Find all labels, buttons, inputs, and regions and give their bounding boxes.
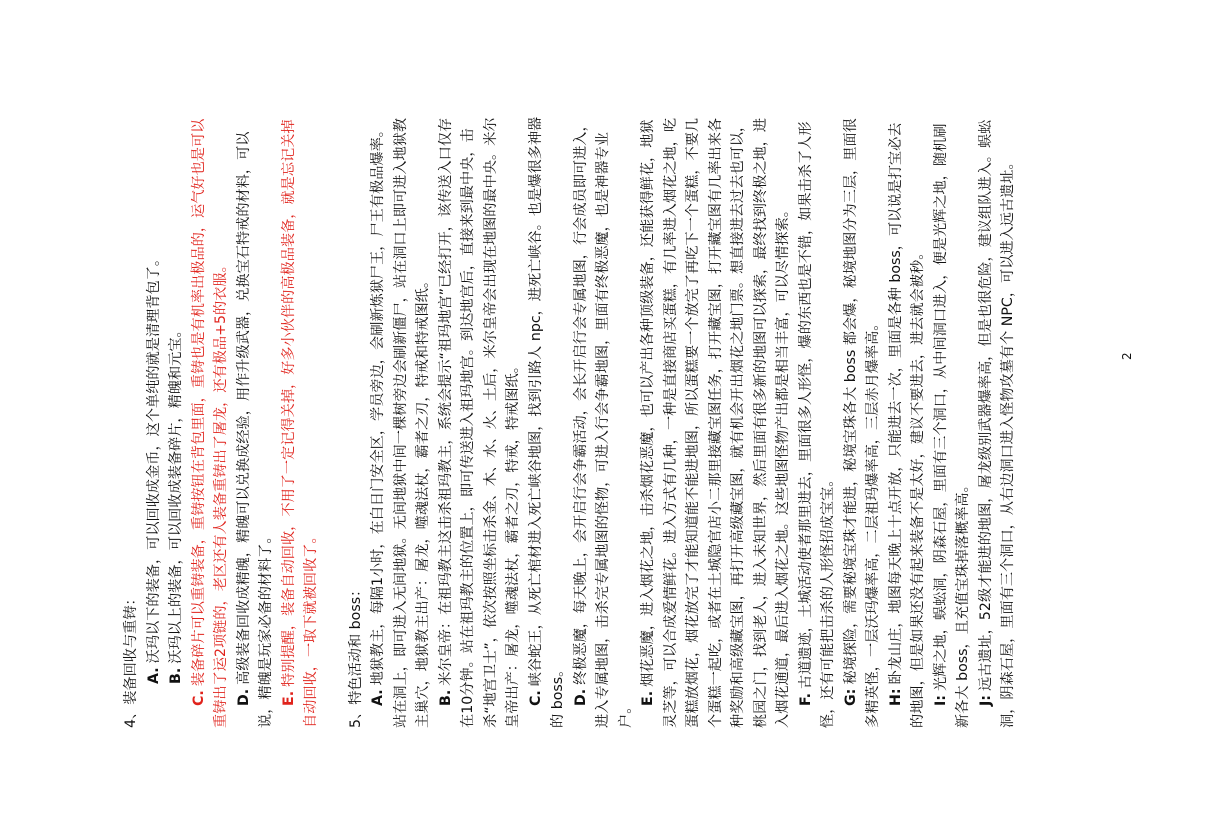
section-4-item-b: B.沃玛以上的装备，可以回收成装备碎片，精魄和元宝。 — [168, 323, 184, 684]
section-4-item-d: D.高级装备回收成精魄，精魄可以兑换成经验，用作升级武器，兑换宝石特戒的材料，可以说，精魄是玩家必备的材料了。 — [235, 131, 274, 728]
section-5-item-g: G:秘境探险，需要秘境宝珠才能进，秘境宝珠各大 boss 都会爆，秘境地图分为三层，里面很多精英怪，一层沃玛爆率高，二层祖玛爆率高，三层赤月爆率高。 — [842, 118, 881, 728]
section-5-item-j: J:远古遗址，52级才能进的地图，屠龙级别武器爆率高，但是也很危险，建议组队进入。蜈蚣洞，阴森石屋，里面有三个洞口，从右边洞口进入怪物攻墓有个 NPC，可以进入远古遗址。 — [977, 119, 1016, 728]
section-5-item-d: D.终极恶魔，每天晚上，会开启行会争霸活动，会长开启行会专属地图，行会成员即可进入，进入专属地图，击杀完专属地图的怪物，可进入行会争霸地图，里面有终极恶魔，也是神器专业户。 — [572, 117, 634, 728]
section-5-item-b: B.米尔皇帝：在祖玛教主这击杀祖玛教主，系统会提示“祖玛地宫”已经打开，该传送入口仅存在10分钟。站在祖玛教主的位置上，即可传送进入祖玛地宫。到达地宫后，直接来到最中央，击杀“地宫卫士”，依次按照坐标击杀金、木、水、火、土后，米尔皇帝会出现在地图的最中央。米尔皇帝出产：屠龙，噬魂法杖，霸者之刃，特戒，特戒图纸。 — [437, 117, 521, 728]
section-4-list — [143, 116, 323, 728]
section-5-item-h: H:卧龙山庄，地图每天晚上十点开放，只能进去一次，里面是各种 boss，可以说是打宝必去的地图，但是如果还没有起来装备不是太好，建议不要进去，进去就会被秒。 — [887, 122, 926, 728]
section-5-item-c: C.峡谷蛇王，从死亡棺材进入死亡峡谷地图，找到引路人 npc，进死亡峡谷。也是爆很多神器的 boss。 — [527, 116, 566, 728]
page-number: 2 — [1120, 352, 1134, 360]
rotated-page-content — [0, 60, 1220, 820]
section-5-item-f: F.古道遗迹，土城活动使者那里进去，里面很多人形怪，爆的东西也是不错，如果击杀了人形怪，还有可能把击杀的人形怪招成宝宝。 — [797, 121, 836, 728]
section-5-list — [367, 116, 1020, 728]
document-body — [120, 116, 1020, 728]
section-5-item-i: I:光辉之地，蜈蚣洞，阴森石屋，里面有三个洞口，从中间洞口进入，便是光辉之地，随机刷新各大 boss，且充值宝珠掉落概率高。 — [932, 123, 971, 728]
section-4-item-a: A.沃玛以下的装备，可以回收成金币，这个单纯的就是清理背包了。 — [145, 251, 162, 684]
section-4-item-c: C.装备碎片可以重铸装备，重铸按钮在背包里面，重铸也是有机率出极品的，运气好也是可以重铸出了运2项链的，老区还有人装备重铸出了屠龙，还有极品+5的衣服。 — [190, 118, 229, 728]
section-5-item-e: E.烟花恶魔，进入烟花之地，击杀烟花恶魔，也可以产出各种顶级装备，还能获得鲜花，地狱灵芝等，可以合成爱情鲜花。进入方式有几种，一种是直接商店买蛋糕，有几率进入烟花之地，吃蛋糕放烟花，烟花放完了才能知道能不能进地图，所以蛋糕要一个放完了再吃下一个蛋糕，不要几个蛋糕一起吃，或者在土城隐官店小二那里接藏宝图任务，打开藏宝图，打开藏宝图有几率出来各种奖励和高级藏宝图，再打开高级藏宝图，就有机会开出烟花之地门票。想直接进去过去也可以，桃园之门，找到老人，进入未知世界，然后里面有很多新的地图可以探索，最终找到终极之地，进入烟花通道，最后进入烟花之地。这些地图怪物产出都是相当丰富，可以尽情探索。 — [640, 117, 791, 728]
section-5-heading: 5、特色活动和 boss： — [347, 582, 364, 728]
section-4-heading: 4、装备回收与重铸： — [123, 591, 139, 728]
section-spacer — [323, 116, 345, 728]
section-4-item-e: E.特别提醒，装备自动回收，不用了一定记得关掉，好多小伙伴的高极品装备，就是忘记关掉自动回收，一取下就被回收了。 — [280, 119, 319, 728]
section-5-item-a: A.地狱教主，每隔1小时，在白日门安全区，学员旁边，会刷新炼狱尸王，尸王有极品爆率。站在洞上，即可进入无间地狱。无间地狱中间一棵树旁边会刷新僵尸，站在洞口上即可进入地狱教主巢穴，地狱教主出产：屠龙，噬魂法杖，霸者之刃，特戒和特戒图纸。 — [370, 117, 431, 728]
